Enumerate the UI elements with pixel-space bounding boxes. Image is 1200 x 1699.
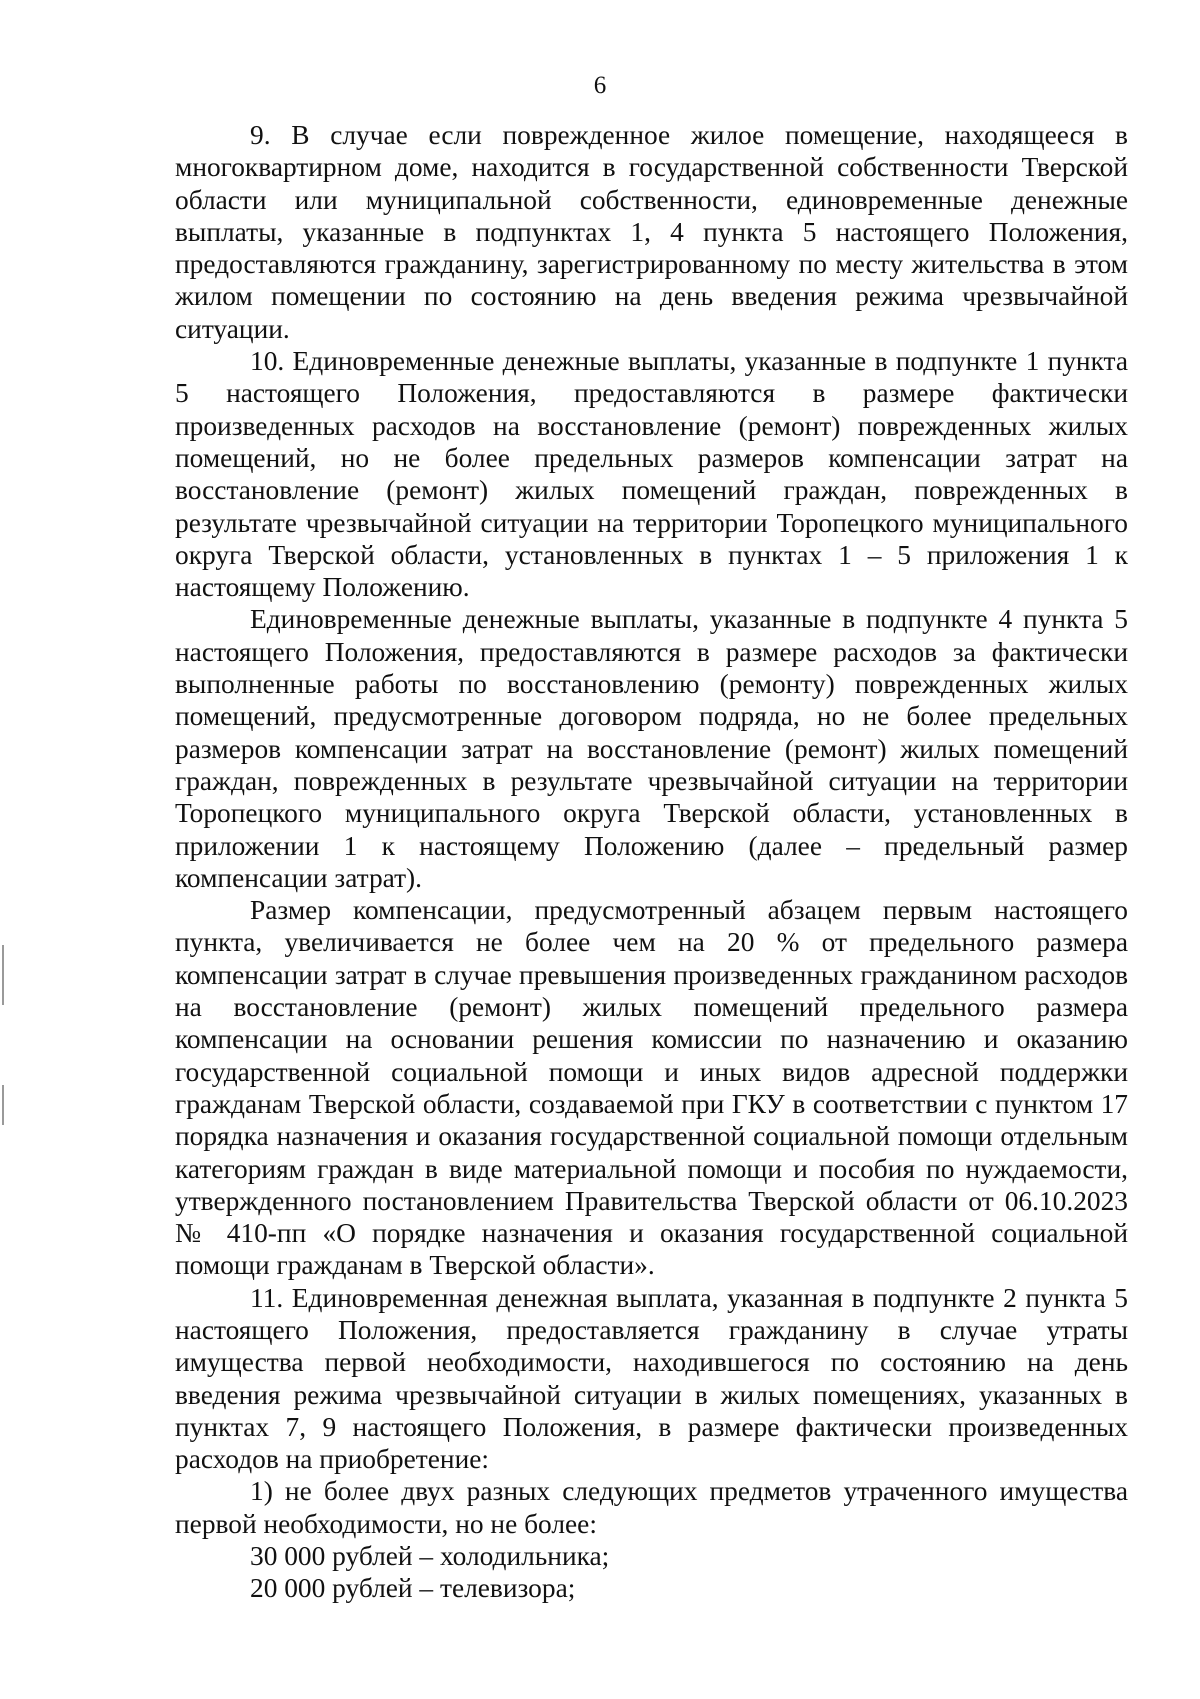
paragraph-10-part-3: Размер компенсации, предусмотренный абзацем первым настоящего пункта, увеличивается не более чем на 20 % от предельного размера компенсации затрат в случае превышения произведенных гражданином расходов на восстановление (ремонт) жилых помещений предельного размера компенсации на основании решения комиссии по назначению и оказанию государственной социальной помощи и иных видов адресной поддержки гражданам Тверской области, создаваемой при ГКУ в соответствии с пунктом 17 порядка назначения и оказания государственной социальной помощи отдельным категориям граждан в виде материальной помощи и пособия по нуждаемости, утвержденного постановлением Правительства Тверской области от 06.10.2023 № 410-пп «О порядке назначения и оказания государственной социальной помощи гражданам в Тверской области». bbox=[175, 895, 1128, 1281]
page-number: 6 bbox=[593, 72, 607, 99]
list-item-refrigerator: 30 000 рублей – холодильника; bbox=[250, 1541, 610, 1572]
paragraph-10-part-2: Единовременные денежные выплаты, указанные в подпункте 4 пункта 5 настоящего Положения, предоставляются в размере расходов за фактически выполненные работы по восстановлению (ремонту) поврежденных жилых помещений, предусмотренные договором подряда, но не более предельных размеров компенсации затрат на восстановление (ремонт) жилых помещений граждан, поврежденных в результате чрезвычайной ситуации на территории Торопецкого муниципального округа Тверской области, установленных в приложении 1 к настоящему Положению (далее – предельный размер компенсации затрат). bbox=[175, 604, 1128, 893]
paragraph-10: 10. Единовременные денежные выплаты, указанные в подпункте 1 пункта 5 настоящего Положения, предоставляются в размере фактически произведенных расходов на восстановление (ремонт) поврежденных жилых помещений, но не более предельных размеров компенсации затрат на восстановление (ремонт) жилых помещений граждан, поврежденных в результате чрезвычайной ситуации на территории Торопецкого муниципального округа Тверской области, установленных в пунктах 1 – 5 приложения 1 к настоящему Положению. bbox=[175, 346, 1128, 603]
list-item-tv: 20 000 рублей – телевизора; bbox=[250, 1573, 576, 1604]
paragraph-9: 9. В случае если поврежденное жилое помещение, находящееся в многоквартирном доме, находится в государственной собственности Тверской области или муниципальной собственности, единовременные денежные выплаты, указанные в подпунктах 1, 4 пункта 5 настоящего Положения, предоставляются гражданину, зарегистрированному по месту жительства в этом жилом помещении по состоянию на день введения режима чрезвычайной ситуации. bbox=[175, 120, 1128, 344]
scan-edge-mark bbox=[2, 1085, 4, 1125]
document-body bbox=[175, 119, 1128, 1605]
scan-edge-mark bbox=[2, 945, 4, 1005]
paragraph-11-subitem-1: 1) не более двух разных следующих предметов утраченного имущества первой необходимости, но не более: bbox=[175, 1476, 1128, 1539]
paragraph-11: 11. Единовременная денежная выплата, указанная в подпункте 2 пункта 5 настоящего Положения, предоставляется гражданину в случае утраты имущества первой необходимости, находившегося по состоянию на день введения режима чрезвычайной ситуации в жилых помещениях, указанных в пунктах 7, 9 настоящего Положения, в размере фактически произведенных расходов на приобретение: bbox=[175, 1282, 1128, 1475]
